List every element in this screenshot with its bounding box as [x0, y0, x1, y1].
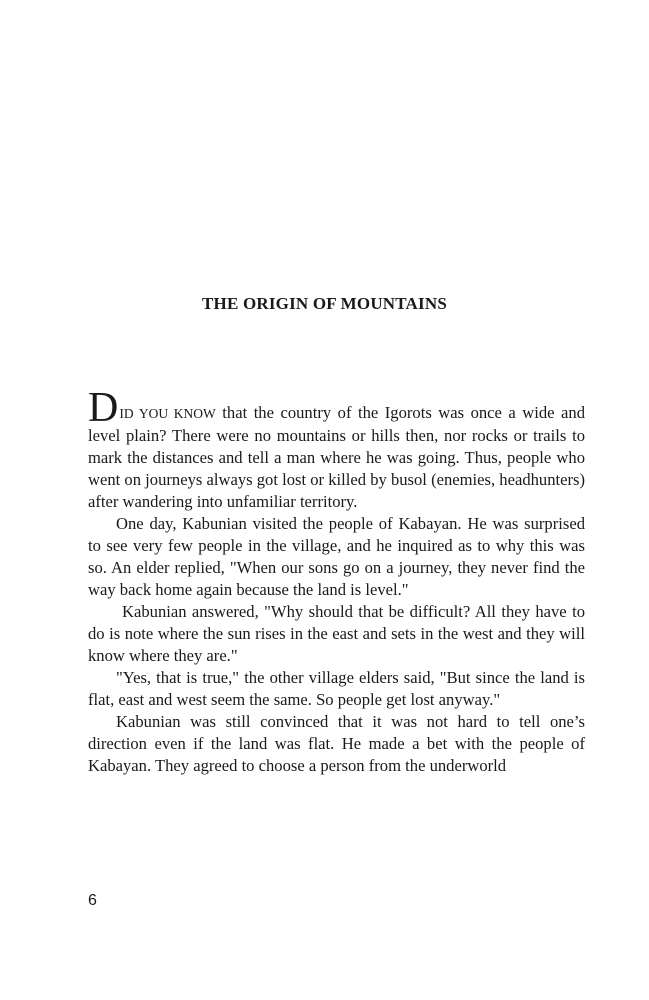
chapter-title: THE ORIGIN OF MOUNTAINS	[202, 294, 447, 313]
opening-small-caps: ID YOU KNOW	[119, 406, 216, 421]
paragraph-kabunian-answer: Kabunian answered, "Why should that be difficult? All they have to do is note where the sun rises in the east and sets in the west and they will know where they are."	[88, 602, 585, 665]
paragraph-bet: Kabunian was still convinced that it was not hard to tell one’s direction even if the land was flat. He made a bet with the people of Kabayan. They agreed to choose a person from the underworld	[88, 712, 585, 775]
paragraph-elders-reply: "Yes, that is true," the other village elders said, "But since the land is flat, east and west seem the same. So people get lost anyway."	[88, 668, 585, 709]
chapter-body	[88, 385, 586, 777]
drop-cap: D	[88, 385, 119, 431]
page-number: 6	[88, 892, 97, 909]
opening-text: that the country of the Igorots was once a wide and level plain? There were no mountains or hills then, nor rocks or trails to mark the distances and tell a man where he was going. Thus, people who went on journeys always got lost or killed by busol (enemies, headhunters) after wandering into unfamiliar territory.	[88, 403, 586, 511]
opening-paragraph	[88, 385, 586, 513]
paragraph-kabunian-visit: One day, Kabunian visited the people of Kabayan. He was surprised to see very few people in the village, and he inquired as to why this was so. An elder replied, "When our sons go on a journey, they never find the way back home again because the land is level."	[88, 514, 585, 599]
